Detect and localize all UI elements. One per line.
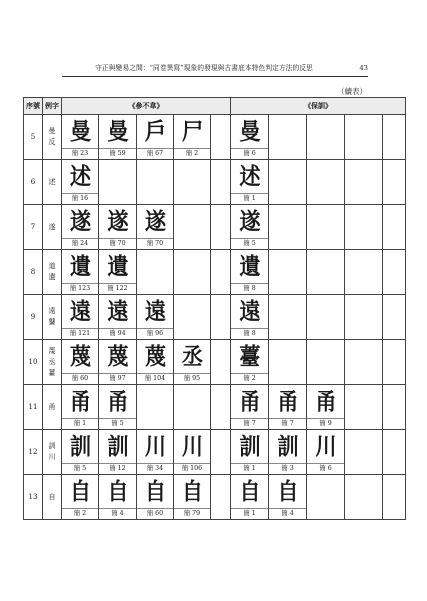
empty-cell (345, 475, 383, 520)
empty-cell (345, 115, 383, 160)
book1-glyph-cell (174, 430, 211, 475)
row-index: 13 (24, 475, 43, 520)
table-row (24, 295, 406, 340)
table-row (24, 115, 406, 160)
empty-cell (307, 250, 345, 295)
slip-number-label: 簡 8 (231, 283, 268, 294)
row-index: 6 (24, 160, 43, 205)
empty-cell (307, 205, 345, 250)
empty-cell (345, 340, 383, 385)
table-row (24, 205, 406, 250)
example-char: 薹 (48, 368, 56, 377)
slip-number-label: 簡 24 (62, 238, 98, 249)
book1-glyph-cell (62, 430, 99, 475)
slip-number-label: 簡 97 (99, 373, 136, 384)
book1-glyph-cell (174, 475, 211, 520)
table-row (24, 430, 406, 475)
book1-glyph-cell (62, 205, 99, 250)
seal-script-glyph: 訓 (69, 433, 91, 460)
example-char: 蔑 (48, 346, 56, 355)
example-char: 反 (48, 138, 56, 146)
empty-cell (174, 205, 211, 250)
seal-script-glyph: 蔑 (69, 343, 91, 370)
row-index: 8 (24, 250, 43, 295)
col-header-book1: 《參不韋》 (62, 98, 231, 115)
seal-script-glyph: 述 (239, 163, 260, 190)
example-char: 道 (48, 262, 56, 270)
seal-script-glyph: 自 (181, 478, 203, 505)
page-number: 43 (359, 64, 368, 72)
seal-script-glyph: 川 (144, 433, 166, 460)
book2-glyph-cell (231, 160, 269, 205)
example-char: 訓 (48, 442, 56, 450)
book1-glyph-cell (174, 115, 211, 160)
col-header-example: 例字 (43, 98, 62, 115)
book2-glyph-cell (231, 115, 269, 160)
book1-glyph-cell (174, 340, 211, 385)
empty-cell (211, 115, 231, 160)
row-index: 9 (24, 295, 43, 340)
seal-script-glyph: 遠 (107, 298, 128, 325)
example-chars (43, 475, 62, 520)
seal-script-glyph: 甬 (239, 388, 260, 415)
seal-script-glyph: 戶 (144, 118, 166, 145)
example-chars (43, 115, 62, 160)
seal-script-glyph: 自 (69, 478, 91, 505)
slip-number-label: 簡 34 (137, 463, 173, 474)
example-chars (43, 250, 62, 295)
example-char: 川 (48, 453, 56, 461)
seal-script-glyph: 訓 (239, 433, 260, 460)
slip-number-label: 簡 60 (137, 508, 173, 519)
empty-cell (269, 250, 307, 295)
example-char: 甬 (48, 402, 56, 411)
book1-glyph-cell (137, 475, 174, 520)
seal-script-glyph: 川 (315, 433, 336, 460)
slip-number-label: 簡 4 (99, 508, 136, 519)
book2-glyph-cell (231, 205, 269, 250)
empty-cell (174, 385, 211, 430)
book1-glyph-cell (99, 340, 137, 385)
empty-cell (383, 475, 406, 520)
empty-cell (211, 385, 231, 430)
running-title: 守正與變易之間：“同卷異寫”現象的發現與古書底本特色判定方法的反思 (95, 64, 313, 72)
seal-script-glyph: 遂 (239, 208, 260, 235)
book1-glyph-cell (62, 340, 99, 385)
example-char: 曼 (48, 127, 56, 135)
slip-number-label: 簡 94 (99, 328, 136, 339)
slip-number-label: 簡 60 (62, 373, 98, 384)
book1-glyph-cell (137, 340, 174, 385)
slip-number-label: 簡 4 (269, 508, 306, 519)
empty-cell (269, 205, 307, 250)
slip-number-label: 簡 5 (99, 418, 136, 429)
empty-cell (211, 160, 231, 205)
seal-script-glyph: 蔑 (144, 343, 166, 370)
seal-script-glyph: 自 (107, 478, 128, 505)
empty-cell (269, 115, 307, 160)
slip-number-label: 簡 2 (62, 508, 98, 519)
empty-cell (174, 295, 211, 340)
slip-number-label: 簡 5 (62, 463, 98, 474)
empty-cell (383, 295, 406, 340)
seal-script-glyph: 尸 (181, 118, 203, 145)
book1-glyph-cell (99, 385, 137, 430)
empty-cell (345, 250, 383, 295)
seal-script-glyph: 自 (239, 478, 260, 505)
book1-glyph-cell (62, 115, 99, 160)
book1-glyph-cell (137, 205, 174, 250)
empty-cell (383, 250, 406, 295)
empty-cell (307, 475, 345, 520)
book2-glyph-cell (231, 250, 269, 295)
empty-cell (345, 430, 383, 475)
seal-script-glyph: 遺 (107, 253, 128, 280)
slip-number-label: 簡 6 (307, 463, 344, 474)
row-index: 7 (24, 205, 43, 250)
empty-cell (345, 385, 383, 430)
book1-glyph-cell (62, 160, 99, 205)
seal-script-glyph: 曼 (239, 118, 260, 145)
col-header-book2: 《保訓》 (231, 98, 406, 115)
table-row (24, 475, 406, 520)
empty-cell (211, 250, 231, 295)
empty-cell (137, 385, 174, 430)
seal-script-glyph: 遺 (239, 253, 260, 280)
book2-glyph-cell (231, 430, 269, 475)
slip-number-label: 簡 70 (99, 238, 136, 249)
book2-glyph-cell (269, 385, 307, 430)
slip-number-label: 簡 123 (62, 283, 98, 294)
slip-number-label: 簡 104 (137, 373, 173, 384)
seal-script-glyph: 甬 (69, 388, 91, 415)
slip-number-label: 簡 2 (231, 373, 268, 384)
seal-script-glyph: 訓 (277, 433, 298, 460)
seal-script-glyph: 川 (181, 433, 203, 460)
slip-number-label: 簡 1 (231, 193, 268, 204)
seal-script-glyph: 遂 (144, 208, 166, 235)
empty-cell (174, 160, 211, 205)
slip-number-label: 簡 1 (231, 463, 268, 474)
table-row (24, 160, 406, 205)
slip-number-label: 簡 95 (174, 373, 210, 384)
seal-script-glyph: 遠 (144, 298, 166, 325)
seal-script-glyph: 訓 (107, 433, 128, 460)
book1-glyph-cell (99, 295, 137, 340)
book1-glyph-cell (137, 295, 174, 340)
empty-cell (211, 475, 231, 520)
example-char: 自 (48, 492, 56, 501)
example-char: 遺 (48, 273, 56, 281)
row-index: 5 (24, 115, 43, 160)
book1-glyph-cell (62, 295, 99, 340)
running-header (62, 62, 368, 74)
book1-glyph-cell (62, 385, 99, 430)
slip-number-label: 簡 7 (269, 418, 306, 429)
seal-script-glyph: 遺 (69, 253, 91, 280)
book1-glyph-cell (62, 475, 99, 520)
header-divider (62, 76, 368, 77)
book2-glyph-cell (307, 385, 345, 430)
empty-cell (99, 160, 137, 205)
slip-number-label: 簡 122 (99, 283, 136, 294)
seal-script-glyph: 薹 (239, 343, 260, 370)
example-char: 遠 (48, 307, 56, 315)
book2-glyph-cell (269, 430, 307, 475)
empty-cell (345, 295, 383, 340)
empty-cell (307, 340, 345, 385)
empty-cell (307, 160, 345, 205)
book1-glyph-cell (99, 430, 137, 475)
example-char: 述 (48, 177, 56, 186)
table-row (24, 340, 406, 385)
slip-number-label: 簡 1 (62, 418, 98, 429)
row-index: 12 (24, 430, 43, 475)
empty-cell (383, 160, 406, 205)
example-chars (43, 160, 62, 205)
slip-number-label: 簡 1 (231, 508, 268, 519)
empty-cell (383, 115, 406, 160)
row-index: 10 (24, 340, 43, 385)
book1-glyph-cell (137, 430, 174, 475)
seal-script-glyph: 自 (277, 478, 298, 505)
example-char: 遂 (48, 222, 56, 231)
slip-number-label: 簡 16 (62, 193, 98, 204)
empty-cell (307, 115, 345, 160)
table-row (24, 250, 406, 295)
seal-script-glyph: 遂 (69, 208, 91, 235)
empty-cell (383, 385, 406, 430)
book1-glyph-cell (99, 475, 137, 520)
slip-number-label: 簡 3 (269, 463, 306, 474)
empty-cell (307, 295, 345, 340)
book1-glyph-cell (99, 115, 137, 160)
empty-cell (383, 340, 406, 385)
empty-cell (345, 160, 383, 205)
book2-glyph-cell (231, 475, 269, 520)
slip-number-label: 簡 2 (174, 148, 210, 159)
slip-number-label: 簡 7 (231, 418, 268, 429)
table-header-row (24, 98, 406, 115)
example-char: 鼜 (48, 318, 56, 326)
book2-glyph-cell (231, 385, 269, 430)
seal-script-glyph: 遠 (69, 298, 91, 325)
continued-table-note: （續表） (337, 87, 367, 96)
example-chars (43, 295, 62, 340)
row-index: 11 (24, 385, 43, 430)
seal-script-glyph: 蔑 (107, 343, 128, 370)
slip-number-label: 簡 23 (62, 148, 98, 159)
seal-script-glyph: 曼 (69, 118, 91, 145)
seal-script-glyph: 曼 (107, 118, 128, 145)
table-row (24, 385, 406, 430)
slip-number-label: 簡 59 (99, 148, 136, 159)
slip-number-label: 簡 8 (231, 328, 268, 339)
slip-number-label: 簡 96 (137, 328, 173, 339)
slip-number-label: 簡 6 (231, 148, 268, 159)
seal-script-glyph: 述 (69, 163, 91, 190)
seal-script-glyph: 甬 (315, 388, 336, 415)
book2-glyph-cell (269, 475, 307, 520)
slip-number-label: 簡 106 (174, 463, 210, 474)
seal-script-glyph: 遂 (107, 208, 128, 235)
empty-cell (211, 295, 231, 340)
book2-glyph-cell (231, 295, 269, 340)
example-chars (43, 205, 62, 250)
seal-script-glyph: 自 (144, 478, 166, 505)
empty-cell (211, 430, 231, 475)
book1-glyph-cell (99, 205, 137, 250)
empty-cell (383, 430, 406, 475)
example-chars (43, 385, 62, 430)
empty-cell (269, 160, 307, 205)
col-header-index: 序號 (24, 98, 43, 115)
empty-cell (345, 205, 383, 250)
empty-cell (211, 340, 231, 385)
example-chars (43, 430, 62, 475)
slip-number-label: 簡 9 (307, 418, 344, 429)
book2-glyph-cell (307, 430, 345, 475)
slip-number-label: 簡 67 (137, 148, 173, 159)
seal-script-glyph: 甬 (277, 388, 298, 415)
slip-number-label: 簡 5 (231, 238, 268, 249)
empty-cell (211, 205, 231, 250)
example-char: 丞 (48, 357, 56, 366)
book1-glyph-cell (99, 250, 137, 295)
seal-script-glyph: 丞 (181, 343, 203, 370)
book2-glyph-cell (231, 340, 269, 385)
example-chars (43, 340, 62, 385)
slip-number-label: 簡 12 (99, 463, 136, 474)
character-comparison-table (23, 97, 406, 520)
empty-cell (269, 295, 307, 340)
empty-cell (174, 250, 211, 295)
book1-glyph-cell (137, 115, 174, 160)
book1-glyph-cell (62, 250, 99, 295)
slip-number-label: 簡 121 (62, 328, 98, 339)
seal-script-glyph: 遠 (239, 298, 260, 325)
seal-script-glyph: 甬 (107, 388, 128, 415)
slip-number-label: 簡 79 (174, 508, 210, 519)
empty-cell (137, 250, 174, 295)
empty-cell (137, 160, 174, 205)
slip-number-label: 簡 70 (137, 238, 173, 249)
empty-cell (269, 340, 307, 385)
empty-cell (383, 205, 406, 250)
